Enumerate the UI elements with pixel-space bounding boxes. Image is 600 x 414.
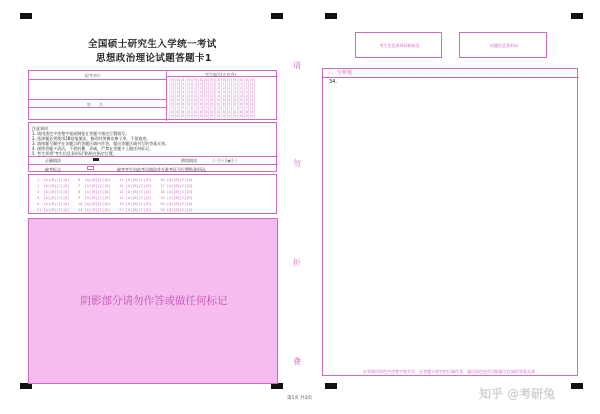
page-label: 第1页 共3页 xyxy=(287,396,313,401)
bubble-row[interactable]: [8][8][8][8][8][8][8][8][8][8][8][8][8][8][8] xyxy=(169,110,256,114)
timing-mark xyxy=(271,13,283,19)
bubble-row[interactable]: [5][5][5][5][5][5][5][5][5][5][5][5][5][5][5] xyxy=(169,98,256,102)
notice-title: 注意事项 xyxy=(32,126,48,131)
exam-number-bubble-grid[interactable] xyxy=(169,78,276,120)
exam-unit-label: 报考单位 xyxy=(85,73,101,78)
notice-line: 1. 请用黑色字迹签字笔或钢笔在答题卡指定位置填写。 xyxy=(32,131,130,136)
wrong-fill-label: 错误填涂 xyxy=(181,158,197,163)
absent-mark-box[interactable] xyxy=(87,166,94,170)
name-field[interactable] xyxy=(29,108,166,121)
mcq-row[interactable]: 2 [A][B][C][D] 7 [A][B][C][D] 12 [A][B][C][D] 17 [A][B][C][D] xyxy=(37,184,193,188)
sheet-title-line2: 思想政治理论试题答题卡1 xyxy=(96,53,212,64)
notice-line: 2. 选择题必须使用2B铅笔填涂，修改时用橡皮擦干净，不留痕迹。 xyxy=(32,136,151,141)
correct-fill-label: 正确填涂 xyxy=(45,158,61,163)
exam-number-label: 考生编号(左对齐) xyxy=(205,72,237,77)
bubble-row[interactable]: [7][7][7][7][7][7][7][7][7][7][7][7][7][7][7] xyxy=(169,106,256,110)
bubble-row[interactable]: [6][6][6][6][6][6][6][6][6][6][6][6][6][6][6] xyxy=(169,102,256,106)
mcq-grid[interactable] xyxy=(37,177,193,213)
wrong-fill-sample: [✓][×][●][-] xyxy=(213,158,238,163)
examinee-barcode-label: 考生信息条形码粘贴处 xyxy=(379,43,420,48)
mcq-row[interactable]: 21 [A][B][C][D] 24 [A][B][C][D] 27 [A][B][C][D] 30 [A][B][C][D] xyxy=(37,208,193,212)
absent-note: 缺考考生由监考员填涂并在准考证号位置贴条形码。 xyxy=(117,167,209,172)
answer-area[interactable] xyxy=(322,68,578,376)
timing-mark xyxy=(571,13,583,19)
question-number: 34. xyxy=(329,79,337,85)
sheet-title-line1: 全国硕士研究生入学统一考试 xyxy=(88,39,217,50)
paper-barcode-label: 试题信息条形码 xyxy=(490,43,518,48)
notice-line: 4. 保持答题卡清洁，不要折叠、弄破，严禁在答题卡上做任何标记。 xyxy=(32,146,154,151)
timing-mark xyxy=(20,13,32,19)
fold-warning-char: 折 xyxy=(293,258,301,267)
section-title: 三、分析题 xyxy=(327,70,353,76)
bubble-row[interactable]: [0][0][0][0][0][0][0][0][0][0][0][0][0][0][0] xyxy=(169,78,256,82)
bubble-row[interactable]: [1][1][1][1][1][1][1][1][1][1][1][1][1][1][1] xyxy=(169,82,256,86)
correct-fill-sample xyxy=(93,158,99,161)
absent-mark-label: 缺考标志 xyxy=(45,167,61,172)
mcq-row[interactable]: 5 [A][B][C][D] 10 [A][B][C][D] 15 [A][B][C][D] 20 [A][B][C][D] xyxy=(37,202,193,206)
paper-barcode-box[interactable] xyxy=(459,32,547,58)
examinee-barcode-box[interactable] xyxy=(355,32,442,58)
shaded-area-text: 阴影部分请勿作答或做任何标记 xyxy=(80,295,228,307)
notice-block xyxy=(28,122,277,172)
watermark: 知乎 @考研兔 xyxy=(479,387,556,401)
fold-warning-char: 叠 xyxy=(293,357,301,366)
name-label: 姓 名 xyxy=(87,102,103,107)
footer-warning: 必须使用黑色字迹签字笔书写，在答题卡规定的区域作答，超出黑色矩形边框限定区域的答案无效 xyxy=(363,369,535,374)
fold-warning-char: 勿 xyxy=(293,159,301,168)
exam-unit-field[interactable] xyxy=(29,80,166,100)
bubble-row[interactable]: [2][2][2][2][2][2][2][2][2][2][2][2][2][2][2] xyxy=(169,86,256,90)
fold-warning-char: 请 xyxy=(293,61,301,70)
mcq-row[interactable]: 4 [A][B][C][D] 9 [A][B][C][D] 14 [A][B][C][D] 19 [A][B][C][D] xyxy=(37,196,193,200)
notice-line: 3. 请按题号顺序在各题目的答题区域内作答，超出答题区域书写的答案无效。 xyxy=(32,141,170,146)
timing-mark xyxy=(571,383,583,389)
mcq-row[interactable]: 3 [A][B][C][D] 8 [A][B][C][D] 13 [A][B][C][D] 18 [A][B][C][D] xyxy=(37,190,193,194)
notice-line: 5. 考生须将"考生信息条形码"粘贴在指定位置。 xyxy=(32,151,117,156)
examinee-info-block xyxy=(28,70,277,120)
mcq-row[interactable]: 1 [A][B][C][D] 6 [A][B][C][D] 11 [A][B][C][D] 16 [A][B][C][D] xyxy=(37,178,193,182)
shaded-no-write-area xyxy=(28,218,278,384)
bubble-row[interactable]: [9][9][9][9][9][9][9][9][9][9][9][9][9][9][9] xyxy=(169,114,256,118)
bubble-row[interactable]: [4][4][4][4][4][4][4][4][4][4][4][4][4][4][4] xyxy=(169,94,256,98)
multiple-choice-block xyxy=(28,174,277,214)
timing-mark xyxy=(325,383,337,389)
timing-mark xyxy=(325,13,337,19)
bubble-row[interactable]: [3][3][3][3][3][3][3][3][3][3][3][3][3][3][3] xyxy=(169,90,256,94)
